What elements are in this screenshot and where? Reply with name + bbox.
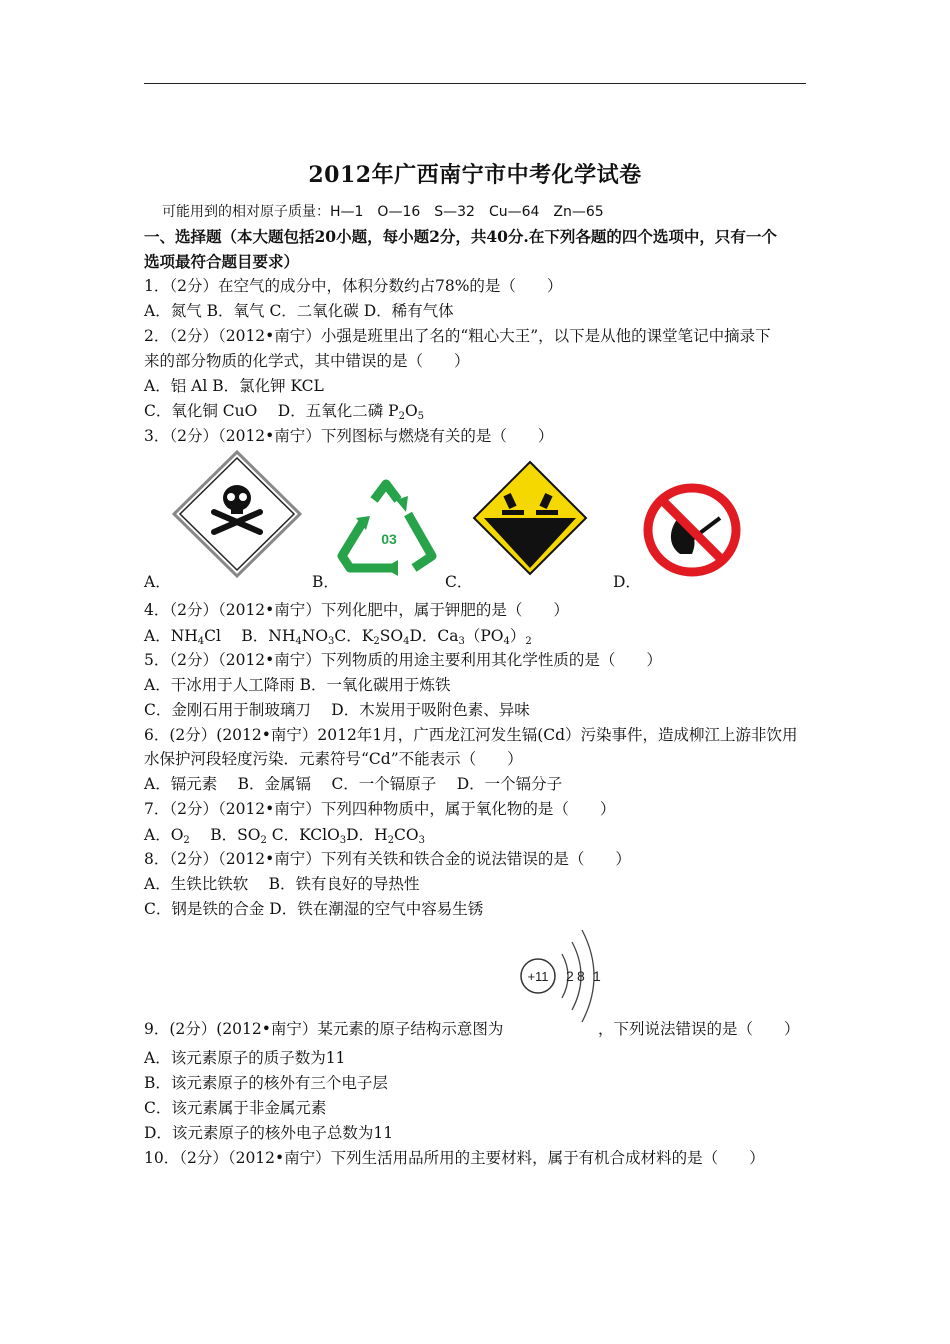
header-rule: [144, 83, 806, 84]
shell-electron-count: 1: [593, 968, 601, 984]
q2-options-cd: C．氧化铜 CuO D．五氧化二磷 $P_2O_5$: [144, 402, 425, 422]
q9-option-a: A．该元素原子的质子数为11: [144, 1049, 346, 1067]
q3-label-c: C．: [445, 573, 473, 591]
q3-stem: 3．（2分）（2012•南宁）下列图标与燃烧有关的是（ ）: [144, 427, 554, 445]
section1-heading-line1: 一、选择题（本大题包括20小题，每小题2分，共40分.在下列各题的四个选项中，只有一个: [144, 227, 777, 246]
corrosive-icon: [472, 460, 588, 576]
atomic-masses: 可能用到的相对原子质量：H—1 O—16 S—32 Cu—64 Zn—65: [162, 204, 604, 220]
q2-stem-line1: 2．（2分）（2012•南宁）小强是班里出了名的“粗心大王”，以下是从他的课堂笔记中摘录下: [144, 327, 771, 345]
q9-stem-pre: 9．(2分）(2012•南宁）某元素的原子结构示意图为: [144, 1020, 504, 1038]
q1-stem: 1．（2分）在空气的成分中，体积分数约占78%的是（ ）: [144, 277, 563, 295]
q3-label-a: A．: [144, 573, 171, 591]
atom-structure-diagram: [516, 918, 608, 1028]
page-title: 2012年广西南宁市中考化学试卷: [308, 162, 642, 188]
q5-options-ab: A．干冰用于人工降雨 B．一氧化碳用于炼铁: [144, 676, 451, 694]
q2-options-ab: A．铝 Al B．氯化钾 KCL: [144, 377, 324, 395]
q9-stem-post: ，下列说法错误的是（ ）: [598, 1020, 800, 1038]
shell-electron-count: 8: [577, 968, 585, 984]
q3-label-d: D．: [613, 573, 641, 591]
recycle-icon: [336, 478, 442, 576]
q5-options-cd: C．金刚石用于制玻璃刀 D．木炭用于吸附色素、异味: [144, 701, 530, 719]
q1-options: A．氮气 B．氧气 C．二氧化碳 D．稀有气体: [144, 302, 454, 320]
q10-stem: 10．（2分）（2012•南宁）下列生活用品所用的主要材料，属于有机合成材料的是（ ）: [144, 1149, 765, 1167]
recycle-code-label: 03: [381, 531, 397, 547]
q9-option-c: C．该元素属于非金属元素: [144, 1099, 327, 1117]
shell-electron-count: 2: [566, 968, 574, 984]
q7-stem: 7．（2分）（2012•南宁）下列四种物质中，属于氧化物的是（ ）: [144, 800, 616, 818]
q3-label-b: B．: [312, 573, 339, 591]
q6-stem-line2: 水保护河段轻度污染．元素符号“Cd”不能表示（ ）: [144, 750, 523, 768]
q7-options: A．$O_2$ B．$SO_2$ C．KClO$_3$D．$H_2CO_3$: [144, 826, 425, 846]
q8-stem: 8．（2分）（2012•南宁）下列有关铁和铁合金的说法错误的是（ ）: [144, 850, 631, 868]
atom-nucleus-charge: +11: [527, 969, 549, 984]
q8-options-ab: A．生铁比铁软 B．铁有良好的导热性: [144, 875, 420, 893]
q6-stem-line1: 6．(2分）(2012•南宁）2012年1月，广西龙江河发生镉(Cd）污染事件，造成柳江上游非饮用: [144, 726, 798, 744]
q8-options-cd: C．钢是铁的合金 D．铁在潮湿的空气中容易生锈: [144, 900, 484, 918]
q9-option-b: B．该元素原子的核外有三个电子层: [144, 1074, 388, 1092]
q2-stem-line2: 来的部分物质的化学式，其中错误的是（ ）: [144, 352, 470, 370]
poison-skull-icon: [172, 450, 302, 578]
q9-option-d: D．该元素原子的核外电子总数为11: [144, 1124, 394, 1142]
q4-stem: 4．（2分）（2012•南宁）下列化肥中，属于钾肥的是（ ）: [144, 601, 569, 619]
section1-heading-line2: 选项最符合题目要求）: [144, 252, 300, 271]
no-open-flame-icon: [640, 482, 744, 578]
q6-options: A．镉元素 B．金属镉 C．一个镉原子 D．一个镉分子: [144, 775, 563, 793]
q5-stem: 5．（2分）（2012•南宁）下列物质的用途主要利用其化学性质的是（ ）: [144, 651, 662, 669]
q4-options: A．$NH_4Cl$ B．$NH_4NO_3C$．$K_2SO_4D$．$Ca_3(PO_4)_2$: [144, 627, 532, 647]
